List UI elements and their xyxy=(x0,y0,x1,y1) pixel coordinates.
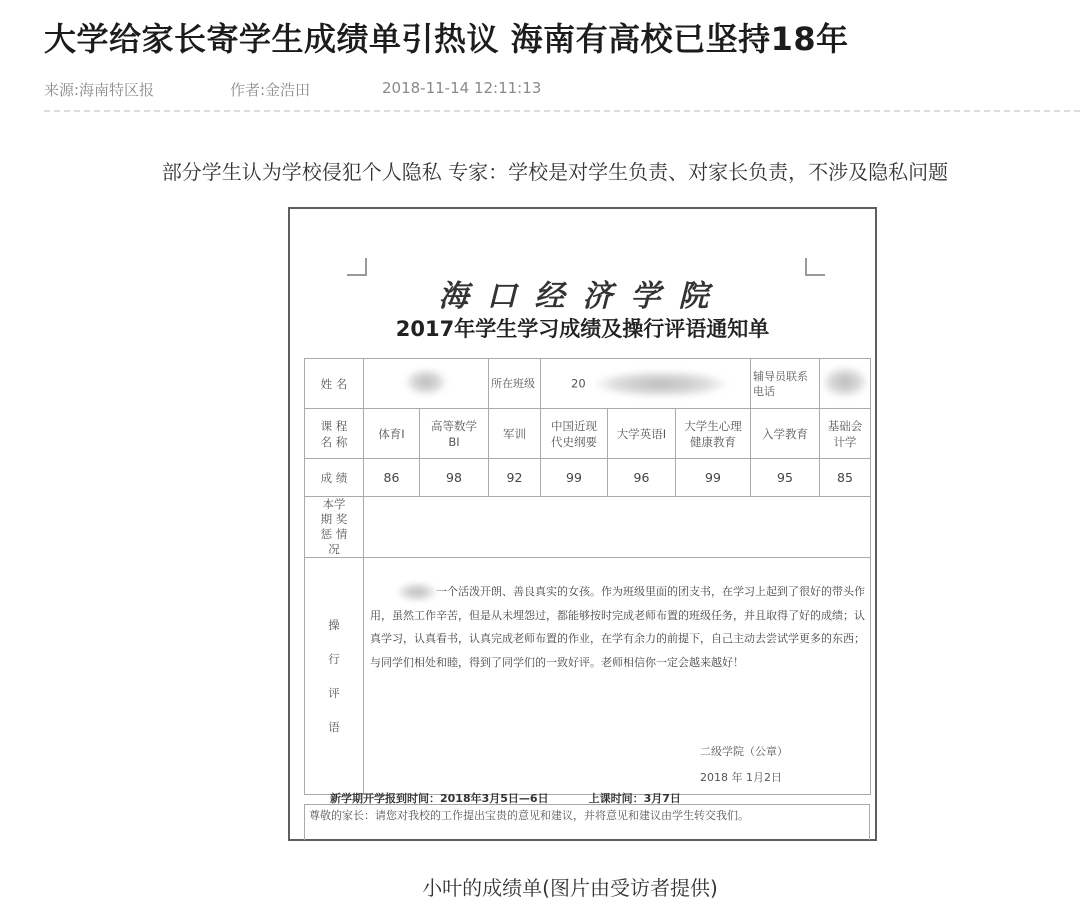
class-value-redacted: 20 xyxy=(541,359,751,409)
report-card-image xyxy=(288,207,877,841)
course-label: 课 程 名 称 xyxy=(305,409,364,459)
awards-row xyxy=(305,497,871,558)
course-score: 98 xyxy=(420,459,489,497)
class-label: 所在班级 xyxy=(489,359,541,409)
name-value-redacted xyxy=(364,359,489,409)
awards-label: 本学期 奖 惩 情 况 xyxy=(305,497,364,558)
image-caption: 小叶的成绩单(图片由受访者提供) xyxy=(422,876,718,900)
conduct-row xyxy=(305,558,871,795)
registration-time: 新学期开学报到时间：2018年3月5日—6日 xyxy=(330,792,549,805)
course-name: 军训 xyxy=(489,409,541,459)
course-name: 体育I xyxy=(364,409,420,459)
dotted-divider xyxy=(44,110,1080,112)
awards-value xyxy=(364,497,871,558)
course-score: 92 xyxy=(489,459,541,497)
score-label: 成 绩 xyxy=(305,459,364,497)
article-author: 作者:金浩田 xyxy=(230,81,311,99)
class-start-time: 上课时间：3月7日 xyxy=(588,792,681,805)
course-score: 86 xyxy=(364,459,420,497)
score-row xyxy=(305,459,871,497)
article-datetime: 2018-11-14 12:11:13 xyxy=(382,79,542,97)
conduct-label: 操 行 评 语 xyxy=(305,558,364,795)
course-name: 中国近现代史纲要 xyxy=(541,409,608,459)
article-subheading: 部分学生认为学校侵犯个人隐私 专家：学校是对学生负责、对家长负责，不涉及隐私问题 xyxy=(161,160,949,184)
article-source: 来源:海南特区报 xyxy=(44,81,155,99)
course-score: 99 xyxy=(676,459,751,497)
article-title: 大学给家长寄学生成绩单引热议 海南有高校已坚持18年 xyxy=(44,20,849,58)
issue-date: 2018 年 1月2日 xyxy=(700,771,782,784)
course-name: 高等数学BI xyxy=(420,409,489,459)
course-row xyxy=(305,409,871,459)
course-name: 基础会计学 xyxy=(820,409,871,459)
name-label: 姓 名 xyxy=(305,359,364,409)
college-seal: 二级学院（公章） xyxy=(700,745,788,758)
info-row xyxy=(305,359,871,409)
course-name: 大学生心理健康教育 xyxy=(676,409,751,459)
counselor-phone-redacted xyxy=(820,359,871,409)
course-score: 95 xyxy=(751,459,820,497)
course-name: 大学英语I xyxy=(608,409,676,459)
course-score: 96 xyxy=(608,459,676,497)
course-score: 99 xyxy=(541,459,608,497)
grade-table xyxy=(304,358,871,795)
conduct-comment: 一个活泼开朗、善良真实的女孩。作为班级里面的团支书，在学习上起到了很好的带头作用，虽然工作辛苦，但是从未埋怨过，都能够按时完成老师布置的班级任务，并且取得了好的成绩；认真学习，认真看书，认真完成老师布置的作业，在学有余力的前提下，自己主动去尝试学更多的东西；与同学们相处和睦，得到了同学们的一致好评。老师相信你一定会越来越好！ xyxy=(370,585,865,669)
parent-note: 尊敬的家长：请您对我校的工作提出宝贵的意见和建议，并将意见和建议由学生转交我们。 xyxy=(304,804,870,840)
conduct-comment-cell xyxy=(364,558,871,795)
report-title: 2017年学生学习成绩及操行评语通知单 xyxy=(395,317,770,341)
course-name: 入学教育 xyxy=(751,409,820,459)
school-name: 海口经济学院 xyxy=(438,279,727,314)
counselor-phone-label: 辅导员联系电话 xyxy=(751,359,820,409)
article-meta xyxy=(44,79,542,100)
course-score: 85 xyxy=(820,459,871,497)
